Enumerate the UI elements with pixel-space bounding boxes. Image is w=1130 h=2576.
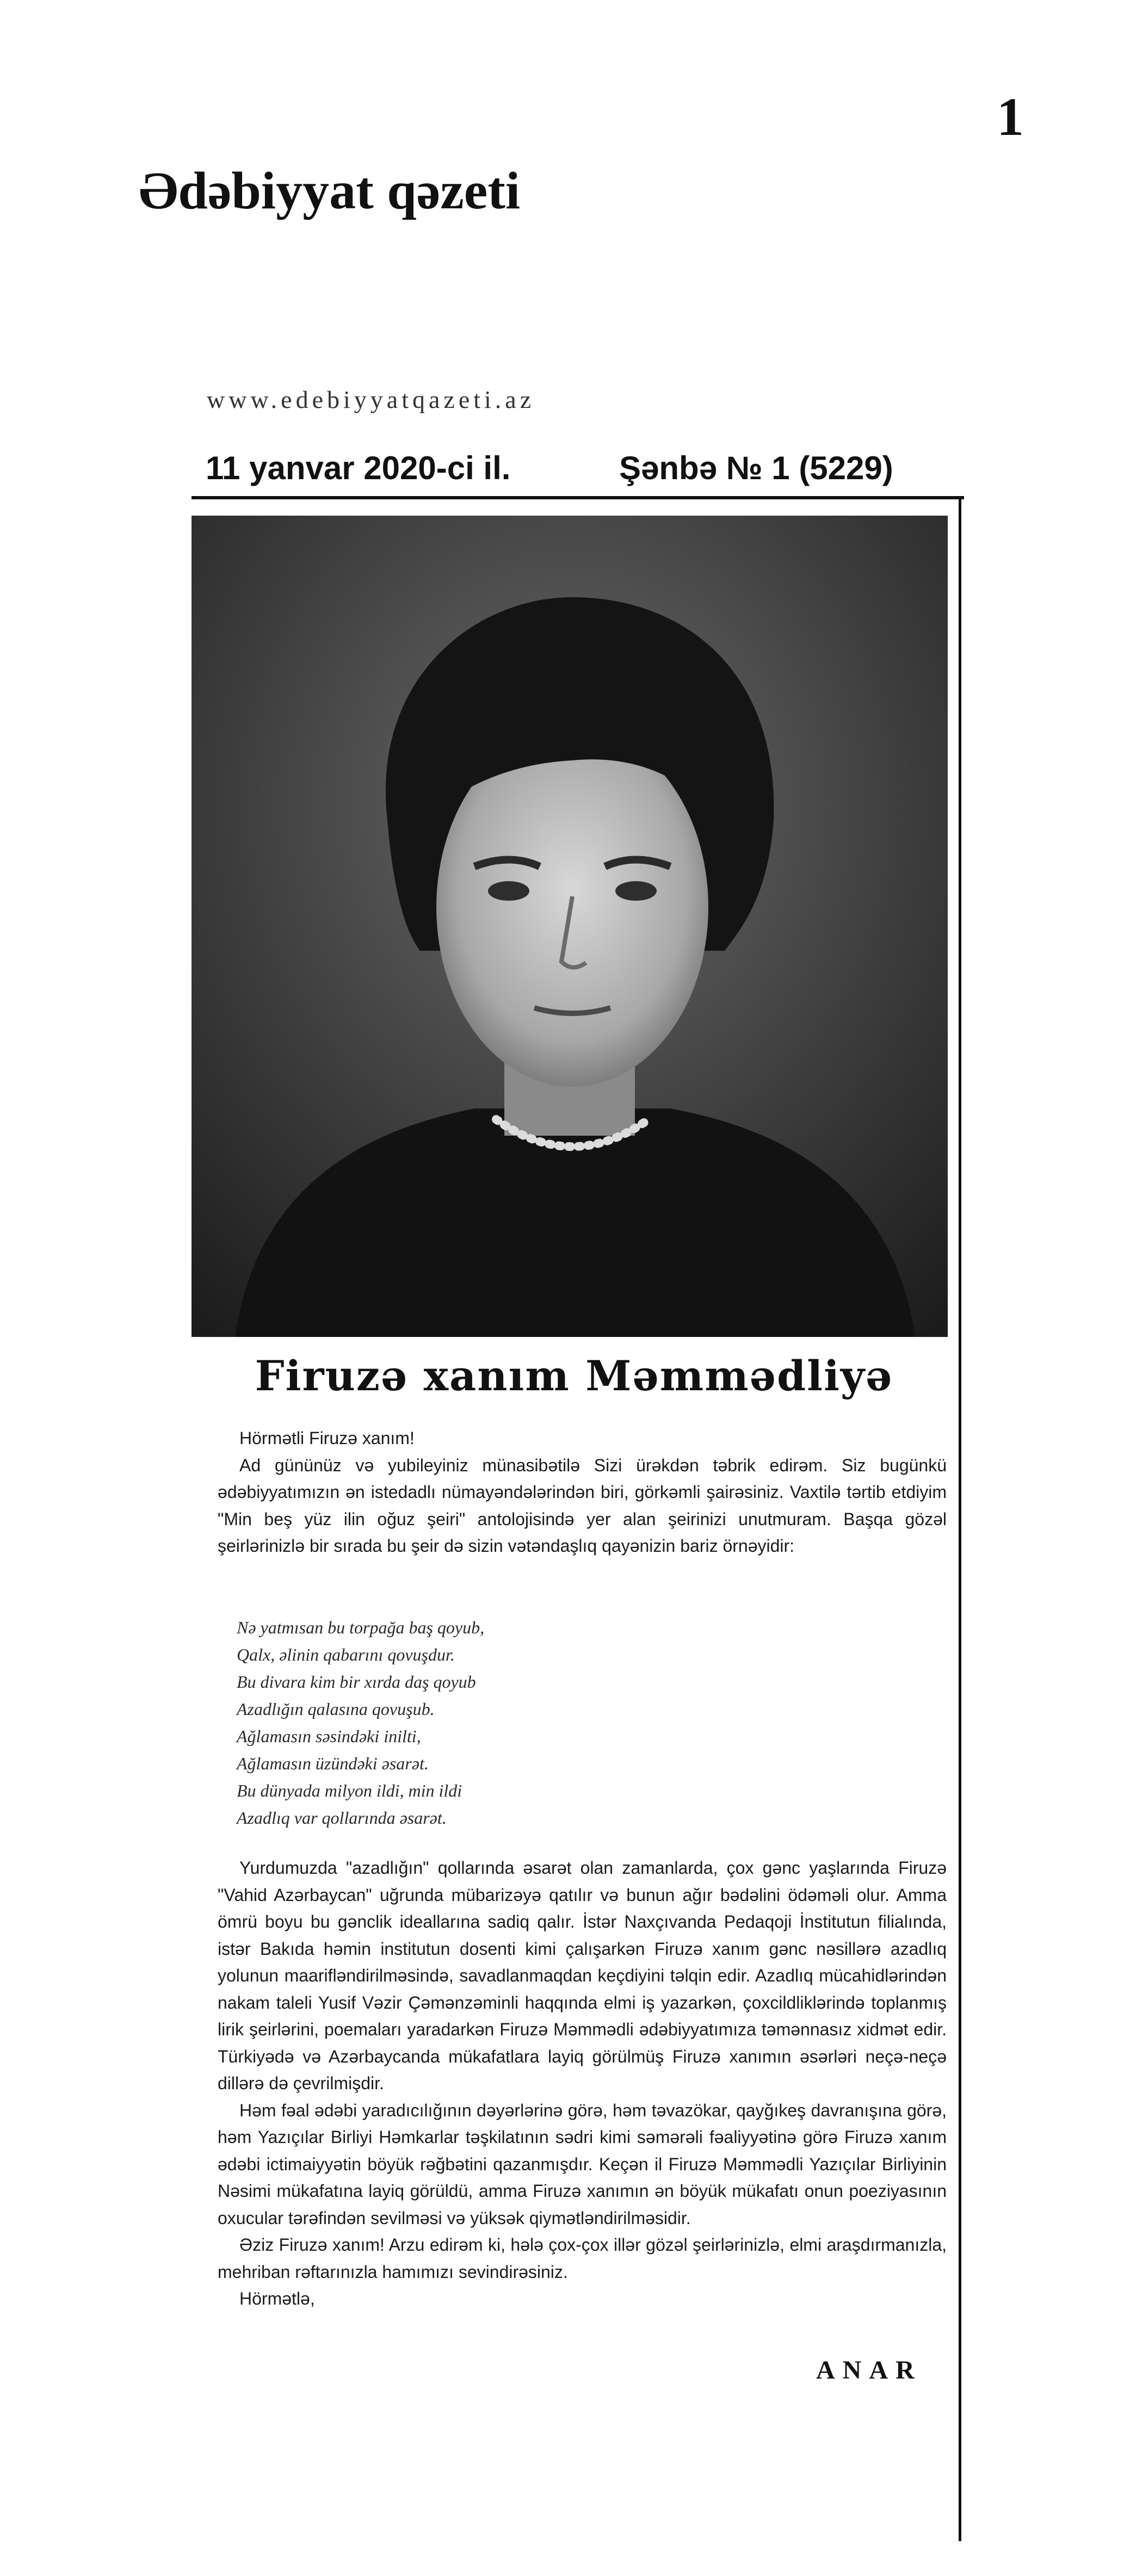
poem-line: Azadlıq var qollarında əsarət. — [237, 1808, 447, 1828]
greeting: Hörmətli Firuzə xanım! — [239, 1428, 415, 1448]
newspaper-title: Ədəbiyyat qəzeti — [139, 162, 521, 220]
closing: Hörmətlə, — [239, 2289, 315, 2308]
date-line — [206, 449, 935, 487]
poem-line: Ağlamasın üzündəki əsarət. — [237, 1754, 429, 1773]
intro-paragraph: Ad gününüz və yubileyiniz münasibətilə Sizi ürəkdən təbrik edirəm. Siz bugünkü ədəbiyyatımızın ən istedadlı nümayəndələrindən biri, görkəmli şairəsiniz. Vaxtilə tərtib etdiyim "Min beş yüz ilin oğuz şeiri" antolojisində yer alan şeirinizi unutmuram. Başqa gözəl şeirlərinizlə bir sırada bu şeir də sizin vətəndaşlıq qayənizin bariz örnəyidir: — [218, 1455, 947, 1556]
body-paragraph: Əziz Firuzə xanım! Arzu edirəm ki, hələ çox-çox illər gözəl şeirlərinizlə, elmi araşdırmanızla, mehriban rəftarınızla hamımızı sevindirəsiniz. — [218, 2235, 947, 2282]
poem-line: Qalx, əlinin qabarını qovuşdur. — [237, 1645, 455, 1664]
page-number: 1 — [997, 86, 1024, 147]
poem-line: Bu dünyada milyon ildi, min ildi — [237, 1781, 462, 1800]
poem — [237, 1614, 890, 1831]
column-rule — [959, 496, 961, 2541]
article-headline: Firuzə xanım Məmmədliyə — [255, 1352, 893, 1400]
website-url: www.edebiyyatqazeti.az — [207, 386, 535, 413]
portrait-illustration — [192, 516, 948, 1337]
letter-body — [218, 1855, 947, 2313]
poem-line: Ağlamasın səsindəki inilti, — [237, 1726, 421, 1746]
body-paragraph: Yurdumuzda "azadlığın" qollarında əsarət olan zamanlarda, çox gənc yaşlarında Firuzə "Vahid Azərbaycan" uğrunda mübarizəyə qatılır və bunun ağır bədəlini ödəməli olur. Amma ömrü boyu bu gənclik ideallarına sadiq qalır. İstər Naxçıvanda Pedaqoji İnstitutun filialında, istər Bakıda həmin institutun dosenti kimi çalışarkən Firuzə xanım gənc nəsillərə azadlıq yolunun maarifləndirilməsində, savadlanmaqdan keçdiyini təlqin edir. Azadlıq mücahidlərindən nakam taleli Yusif Vəzir Çəmənzəminli haqqında elmi iş yazarkən, çoxcildliklərində toplanmış lirik şeirlərini, poemaları yaradarkən Firuzə Məmmədli ədəbiyyatımıza təmənnasız xidmət edir. Türkiyədə və Azərbaycanda mükafatlara layiq görülmüş Firuzə xanımın əsərləri neçə-neçə dillərə də çevrilmişdir. — [218, 1858, 947, 2093]
header-rule — [192, 496, 964, 499]
issue-date: 11 yanvar 2020-ci il. — [206, 450, 511, 486]
signature: ANAR — [816, 2356, 922, 2385]
poem-line: Nə yatmısan bu torpağa baş qoyub, — [237, 1618, 485, 1637]
poem-line: Azadlığın qalasına qovuşub. — [237, 1699, 435, 1719]
portrait-photo — [192, 516, 948, 1337]
letter-intro — [218, 1425, 947, 1560]
body-paragraph: Həm fəal ədəbi yaradıcılığının dəyərlərinə görə, həm təvazökar, qayğıkeş davranışına görə, həm Yazıçılar Birliyi Həmkarlar təşkilatının sədri kimi səmərəli fəaliyyətinə görə Firuzə xanım ədəbi ictimaiyyətin böyük rəğbətini qazanmışdır. Keçən il Firuzə Məmmədli Yazıçılar Birliyinin Nəsimi mükafatına layiq görüldü, amma Firuzə xanımın ən böyük mükafatı onun poeziyasının oxucular tərəfindən sevilməsi və yüksək qiymətləndirilməsidir. — [218, 2100, 947, 2228]
poem-line: Bu divara kim bir xırda daş qoyub — [237, 1672, 476, 1692]
issue-number: Şənbə № 1 (5229) — [619, 450, 893, 486]
